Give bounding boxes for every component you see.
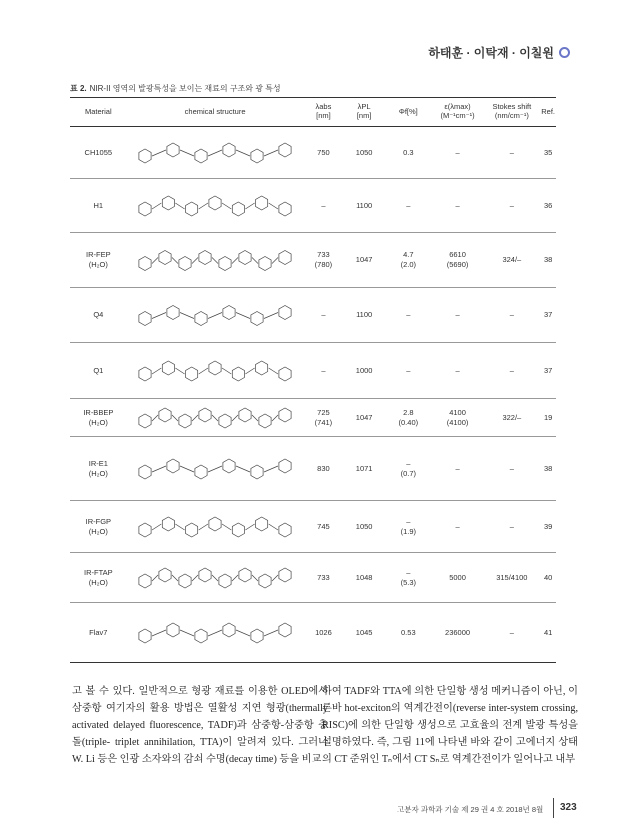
ref-cell: 35 — [540, 127, 556, 179]
lpl-cell: 1050 — [343, 501, 385, 553]
phi-cell: – — [385, 179, 432, 233]
stokes-cell: – — [483, 127, 540, 179]
eps-cell: – — [432, 343, 484, 399]
eps-cell: 5000 — [432, 553, 484, 603]
ref-cell: 19 — [540, 399, 556, 437]
ref-cell: 38 — [540, 233, 556, 288]
material-cell: CH1055 — [70, 127, 127, 179]
stokes-cell: 324/– — [483, 233, 540, 288]
table-row — [70, 399, 556, 437]
properties-table — [70, 97, 556, 663]
authors-header — [428, 44, 570, 61]
material-cell: Flav7 — [70, 603, 127, 663]
labs-cell: 830 — [304, 437, 344, 501]
material-cell: IR-FTAP (H₂O) — [70, 553, 127, 603]
stokes-cell: – — [483, 501, 540, 553]
lpl-cell: 1045 — [343, 603, 385, 663]
table-row — [70, 179, 556, 233]
eps-cell: 6610 (5690) — [432, 233, 484, 288]
labs-cell: 1026 — [304, 603, 344, 663]
stokes-cell: – — [483, 437, 540, 501]
stokes-cell: – — [483, 603, 540, 663]
body-text-left: 고 볼 수 있다. 일반적으로 형광 재료를 이용한 OLED에서 삼중항 여기자의 활용 방법은 열활성 지연 형광(thermally activated delayed fluorescence, TADF)과 삼중항-삼중항 충돌(triple- triplet annihilation, TTA)이 알려져 있다. 그러나 W. Li 등은 인광 소자와의 감쇠 수명(decay time) 등을 비교 — [72, 686, 328, 765]
eps-cell: 4100 (4100) — [432, 399, 484, 437]
labs-cell: 725 (741) — [304, 399, 344, 437]
header-phi: Φf[%] — [398, 106, 418, 116]
body-text-right: 하여 TADF와 TTA에 의한 단일항 생성 메커니즘이 아닌, 이른바 hot-exciton의 역계간전이(reverse inter-system crossing, RISC)에 의한 단일항 생성으로 고효율의 전계 발광 특성을 설명하였다. 즉, 그림 11에 나타낸 바와 같이 고에너지 상태의 CT 준위인 Tₙ에서 CT Sₙ로 역계간전이가 일어나고 내부 — [322, 686, 578, 765]
eps-cell: – — [432, 288, 484, 343]
table-row — [70, 553, 556, 603]
lpl-cell: 1100 — [343, 288, 385, 343]
chemical-structure-image — [127, 553, 304, 603]
material-cell: IR-BBEP (H₂O) — [70, 399, 127, 437]
header-eps: ε(λmax) (M⁻¹cm⁻¹) — [440, 102, 475, 120]
ref-cell: 39 — [540, 501, 556, 553]
table-row — [70, 233, 556, 288]
table-row — [70, 437, 556, 501]
table-row — [70, 343, 556, 399]
labs-cell: 733 — [304, 553, 344, 603]
eps-cell: – — [432, 179, 484, 233]
table-caption — [70, 83, 281, 94]
header-lpl: λPL [nm] — [356, 102, 372, 120]
chemical-structure-image — [127, 437, 304, 501]
table-row — [70, 288, 556, 343]
chemical-structure-image — [127, 343, 304, 399]
labs-cell: – — [304, 288, 344, 343]
phi-cell: 4.7 (2.0) — [385, 233, 432, 288]
phi-cell: 0.53 — [385, 603, 432, 663]
footer-divider — [553, 798, 554, 818]
labs-cell: 745 — [304, 501, 344, 553]
labs-cell: 733 (780) — [304, 233, 344, 288]
header-structure: chemical structure — [184, 106, 246, 116]
chemical-structure-image — [127, 501, 304, 553]
caption-text: NIR-II 영역의 발광특성을 보이는 재료의 구조와 광 특성 — [89, 84, 281, 93]
material-cell: IR-FGP (H₂O) — [70, 501, 127, 553]
ref-cell: 37 — [540, 343, 556, 399]
ref-cell: 37 — [540, 288, 556, 343]
labs-cell: – — [304, 179, 344, 233]
authors-text: 하태훈 · 이탁재 · 이칠원 — [428, 46, 554, 60]
eps-cell: 236000 — [432, 603, 484, 663]
header-labs: λabs [nm] — [315, 102, 332, 120]
footer-journal: 고분자 과학과 기술 제 29 권 4 호 2018년 8월 — [397, 805, 544, 814]
material-cell: IR-E1 (H₂O) — [70, 437, 127, 501]
page-number: 323 — [560, 802, 577, 813]
stokes-cell: – — [483, 343, 540, 399]
chemical-structure-image — [127, 399, 304, 437]
phi-cell: – (0.7) — [385, 437, 432, 501]
phi-cell: – (5.3) — [385, 553, 432, 603]
material-cell: Q4 — [70, 288, 127, 343]
chemical-structure-image — [127, 288, 304, 343]
labs-cell: 750 — [304, 127, 344, 179]
header-stokes: Stokes shift (nm/cm⁻¹) — [492, 102, 532, 120]
ref-cell: 41 — [540, 603, 556, 663]
material-cell: H1 — [70, 179, 127, 233]
eps-cell: – — [432, 501, 484, 553]
eps-cell: – — [432, 437, 484, 501]
phi-cell: – — [385, 288, 432, 343]
stokes-cell: – — [483, 288, 540, 343]
phi-cell: – — [385, 343, 432, 399]
lpl-cell: 1047 — [343, 233, 385, 288]
eps-cell: – — [432, 127, 484, 179]
stokes-cell: 315/4100 — [483, 553, 540, 603]
stokes-cell: 322/– — [483, 399, 540, 437]
lpl-cell: 1000 — [343, 343, 385, 399]
lpl-cell: 1048 — [343, 553, 385, 603]
table-row — [70, 603, 556, 663]
lpl-cell: 1100 — [343, 179, 385, 233]
material-cell: IR-FEP (H₂O) — [70, 233, 127, 288]
lpl-cell: 1047 — [343, 399, 385, 437]
lpl-cell: 1050 — [343, 127, 385, 179]
ref-cell: 38 — [540, 437, 556, 501]
ref-cell: 36 — [540, 179, 556, 233]
chemical-structure-image — [127, 233, 304, 288]
phi-cell: 0.3 — [385, 127, 432, 179]
chemical-structure-image — [127, 179, 304, 233]
phi-cell: – (1.9) — [385, 501, 432, 553]
table-row — [70, 501, 556, 553]
table-row — [70, 127, 556, 179]
caption-label: 표 2. — [70, 84, 87, 93]
circle-icon — [559, 47, 570, 58]
chemical-structure-image — [127, 603, 304, 663]
labs-cell: – — [304, 343, 344, 399]
chemical-structure-image — [127, 127, 304, 179]
material-cell: Q1 — [70, 343, 127, 399]
header-ref: Ref. — [541, 106, 555, 116]
ref-cell: 40 — [540, 553, 556, 603]
header-material: Material — [84, 106, 112, 116]
lpl-cell: 1071 — [343, 437, 385, 501]
phi-cell: 2.8 (0.40) — [385, 399, 432, 437]
stokes-cell: – — [483, 179, 540, 233]
